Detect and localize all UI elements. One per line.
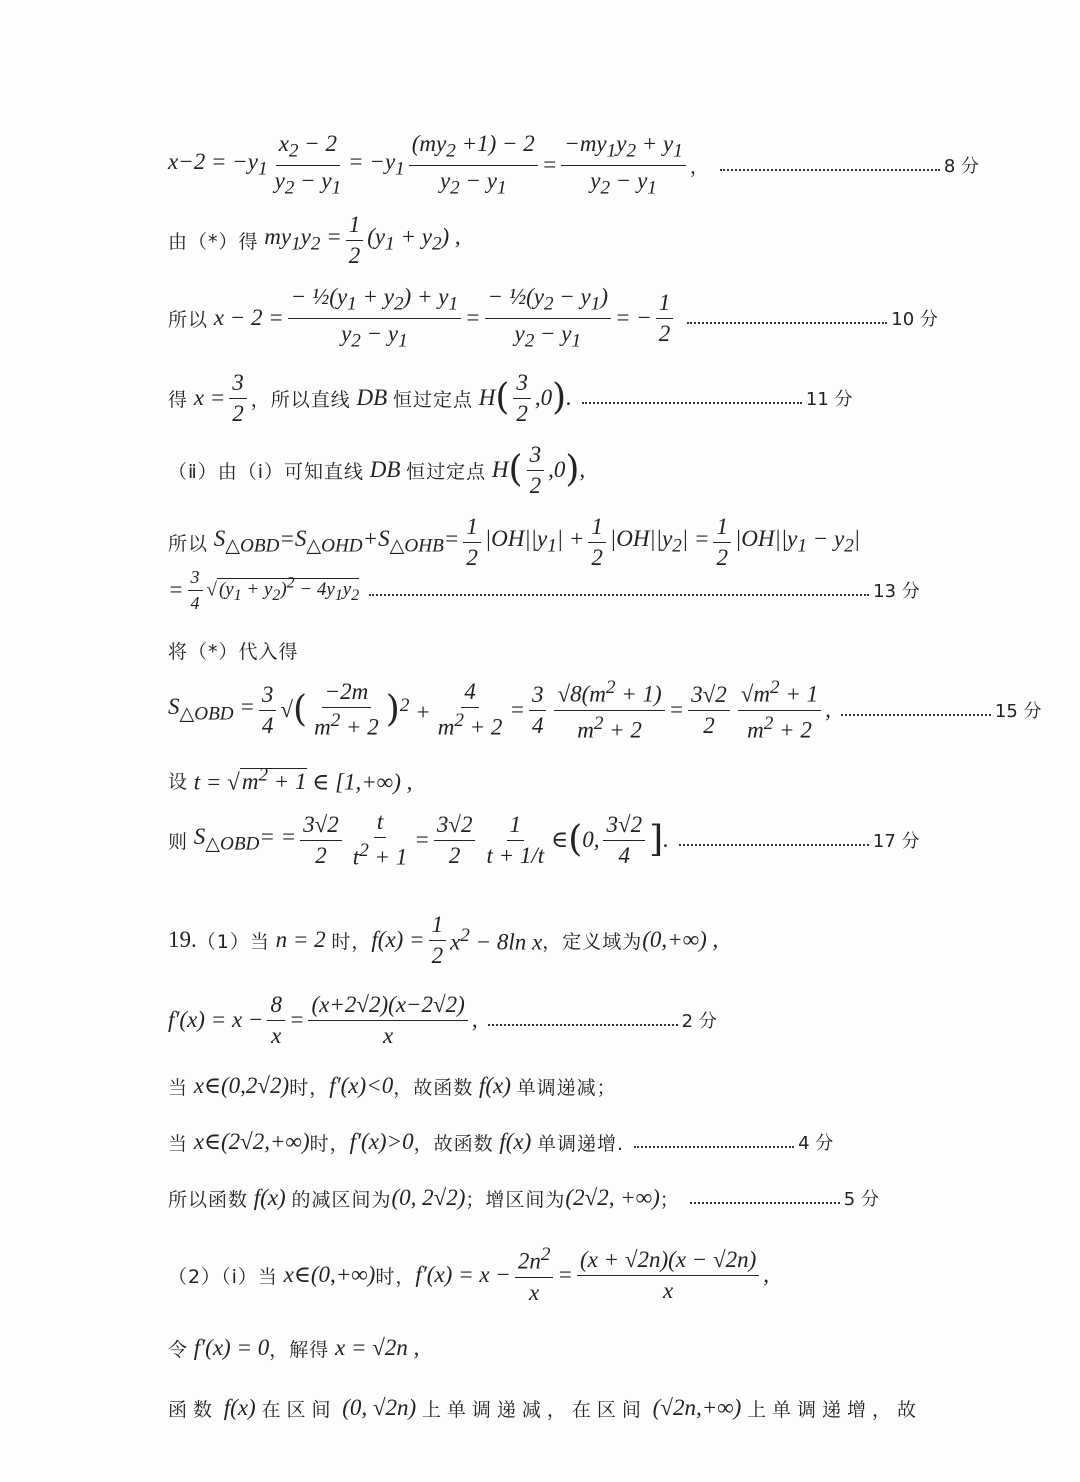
score-2: 2 分 — [681, 1011, 717, 1032]
score-leader — [369, 584, 869, 596]
score-4: 4 分 — [798, 1133, 834, 1154]
score-8: 8 分 — [943, 156, 980, 177]
score-leader — [634, 1136, 794, 1148]
eq-line-15: 当 x∈(2√2,+∞) 时， f′(x)>0 ，故函数 f(x) 单调递增. 4 分 — [168, 1129, 834, 1155]
eq-line-1: $x-2 = -y_1$ $\frac{x_2 - 2}{y_2 - y_1}$ = $-y_1$ $\frac{(my_2 +1) - 2}{y_2 - y_1}$ = $\frac{-my_1y_2 + y_1}{y_2 - y_1}$ ， 8 分 — [168, 130, 980, 199]
eq-line-13: f′(x) = x − $\frac{8}{x}$ = $\frac{(x+2√2)(x-2√2)}{x}$ , 2 分 — [168, 991, 717, 1048]
score-10: 10 分 — [891, 309, 938, 330]
score-leader — [720, 159, 940, 171]
score-leader — [679, 834, 869, 846]
eq-line-19: 函数 f(x) 在区间 (0, √2n) 上单调递减，在区间 (√2n,+∞) 上单调递增，故 — [168, 1395, 923, 1421]
eq-line-9: $S_{\triangle OBD}$ = $\frac{3}{4}$ √ ( $\frac{-2m}{m^2 + 2}$ ) $^2$ + $\frac{4}{m^2 + 2}$ = $\frac{3}{4}$ $\frac{√8(m^2 + 1)}{m^2 + 2}$ = $\frac{3√2}{2}$ $\frac{√m^2 + 1}{m^2 + 2}$ , 15 分 — [168, 676, 1042, 743]
eq-line-4: 得 x = $\frac{3}{2}$ ，所以直线 DB 恒过定点 H ( $\frac{3}{2}$ ,0 ) . 11 分 — [168, 369, 853, 426]
text-line-8: 将（*）代入得 — [168, 640, 299, 663]
eq-line-16: 所以函数 f(x) 的减区间为 (0, 2√2) ；增区间为 (2√2, +∞) ； 5 分 — [168, 1185, 879, 1211]
score-15: 15 分 — [994, 701, 1042, 722]
score-5: 5 分 — [843, 1189, 879, 1210]
eq-line-5: （ⅱ）由（ⅰ）可知直线 DB 恒过定点 H ( $\frac{3}{2}$ ,0 ) , — [168, 441, 586, 498]
eq-line-10: 设 $t = √m^2 + 1$ ∈ [1,+∞) , — [168, 764, 413, 795]
score-leader — [687, 312, 887, 324]
eq-line-12: 19. （1）当 n = 2 时， f(x) = $\frac{1}{2}$ $x^2 - 8\ln$ x ，定义域为 (0,+∞) , — [168, 911, 719, 968]
eq-line-18: 令 f′(x) = 0 ，解得 x = √2n , — [168, 1335, 420, 1361]
score-leader — [488, 1014, 678, 1026]
score-13: 13 分 — [873, 581, 920, 602]
eq-line-11: 则 $S_{\triangle OBD}=$ = $\frac{3√2}{2}$ $\frac{t}{t^2 + 1}$ = $\frac{3√2}{2}$ $\frac{1}{t + 1/t}$ ∈ ( 0, $\frac{3√2}{4}$ ] . 17 分 — [168, 809, 920, 870]
score-11: 11 分 — [805, 389, 853, 410]
score-leader — [690, 1192, 840, 1204]
score-17: 17 分 — [872, 831, 920, 852]
eq-line-3: 所以 x − 2 = $\frac{- \frac{1}{2}(y_1 + y_2) + y_1}{y_2 - y_1}$ = $\frac{- \frac{1}{2}(y_2 - y_1)}{y_2 - y_1}$ = − $\frac{1}{2}$ 10 分 — [168, 283, 938, 352]
eq-line-2: 由（*）得 $my_1y_2$ = $\frac{1}{2}$ $(y_1 + y_2)$ , — [168, 211, 461, 268]
eq-line-17: （2）（ⅰ）当 x∈(0,+∞) 时， f′(x) = x − $\frac{2n^2}{x}$ = $\frac{(x + √2n)(x - √2n)}{x}$ , — [168, 1244, 770, 1305]
eq-line-6: 所以 $S_{\triangle OBD}=S_{\triangle OHD}+S_{\triangle OHB}=$ $\frac{1}{2}$ $|OH||y_1|$ + $\frac{1}{2}$ $|OH||y_2|$ = $\frac{1}{2}$ $|OH||y_1 - y_2|$ — [168, 513, 861, 570]
score-leader — [841, 704, 991, 716]
eq-line-14: 当 x∈(0,2√2) 时， f′(x)<0 ，故函数 f(x) 单调递减； — [168, 1073, 617, 1099]
eq-line-7: = $\frac{3}{4}$ √ $(y_1 + y_2)^2 - 4y_1y_2$ 13 分 — [168, 566, 920, 613]
score-leader — [582, 392, 802, 404]
